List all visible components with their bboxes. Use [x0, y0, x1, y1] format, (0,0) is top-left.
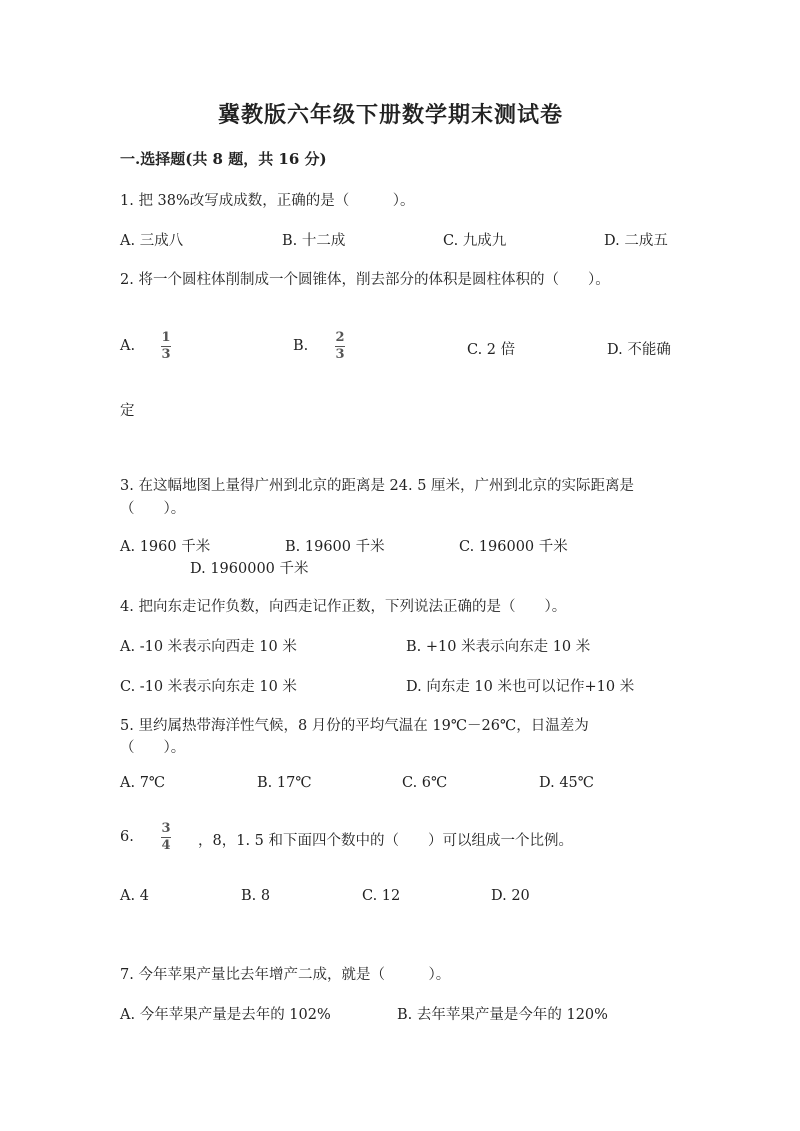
fraction-two-thirds	[335, 331, 345, 362]
option-b: B. 去年苹果产量是今年的 120%	[397, 1007, 608, 1023]
question-stem: 7. 今年苹果产量比去年增产二成，就是（ ）。	[120, 967, 451, 983]
option-c: C. 12	[362, 888, 401, 904]
question-stem: 3. 在这幅地图上量得广州到北京的距离是 24. 5 厘米，广州到北京的实际距离是	[120, 478, 635, 494]
option-c: C. 九成九	[443, 233, 507, 249]
option-c: C. -10 米表示向东走 10 米	[120, 679, 297, 695]
option-a: A. 7℃	[120, 775, 166, 791]
fraction-three-quarters	[161, 822, 171, 853]
page-title: 冀教版六年级下册数学期末测试卷	[218, 102, 564, 128]
option-d-continued: 定	[120, 403, 135, 419]
option-b-label: B.	[293, 338, 309, 354]
question-stem: 2. 将一个圆柱体削制成一个圆锥体，削去部分的体积是圆柱体积的（ ）。	[120, 272, 610, 288]
option-a: A. 1960 千米	[120, 539, 211, 555]
option-c: C. 6℃	[402, 775, 448, 791]
option-d: D. 不能确	[607, 342, 671, 358]
option-c: C. 196000 千米	[459, 539, 568, 555]
option-d: D. 20	[491, 888, 530, 904]
option-c: C. 2 倍	[467, 342, 516, 358]
question-stem: ，8，1. 5 和下面四个数中的（ ）可以组成一个比例。	[198, 833, 574, 849]
numerator: 3	[161, 821, 171, 836]
option-d: D. 向东走 10 米也可以记作+10 米	[406, 679, 635, 695]
question-stem: 4. 把向东走记作负数，向西走记作正数，下列说法正确的是（ ）。	[120, 599, 567, 615]
question-stem: 5. 里约属热带海洋性气候，8 月份的平均气温在 19℃－26℃，日温差为	[120, 718, 589, 734]
question-stem-continued: （ ）。	[120, 501, 186, 517]
question-stem-continued: （ ）。	[120, 740, 186, 756]
fraction-one-third	[161, 331, 171, 362]
numerator: 2	[335, 330, 345, 345]
option-a: A. 4	[120, 888, 149, 904]
question-number: 6.	[120, 829, 134, 845]
option-b: B. 8	[241, 888, 271, 904]
option-a: A. -10 米表示向西走 10 米	[120, 639, 297, 655]
numerator: 1	[161, 330, 171, 345]
question-stem: 1. 把 38%改写成成数，正确的是（ ）。	[120, 193, 415, 209]
section-heading: 一.选择题(共 8 题，共 16 分)	[120, 150, 327, 168]
option-d: D. 45℃	[539, 775, 594, 791]
option-b: B. 十二成	[282, 233, 346, 249]
option-b: B. 19600 千米	[285, 539, 385, 555]
option-d: D. 二成五	[604, 233, 668, 249]
option-a: A. 今年苹果产量是去年的 102%	[120, 1007, 331, 1023]
option-b: B. 17℃	[257, 775, 312, 791]
denominator: 3	[335, 347, 345, 362]
denominator: 4	[161, 838, 171, 853]
denominator: 3	[161, 347, 171, 362]
option-a: A. 三成八	[120, 233, 184, 249]
option-a-label: A.	[120, 338, 136, 354]
option-b: B. +10 米表示向东走 10 米	[406, 639, 591, 655]
option-d: D. 1960000 千米	[190, 561, 309, 577]
